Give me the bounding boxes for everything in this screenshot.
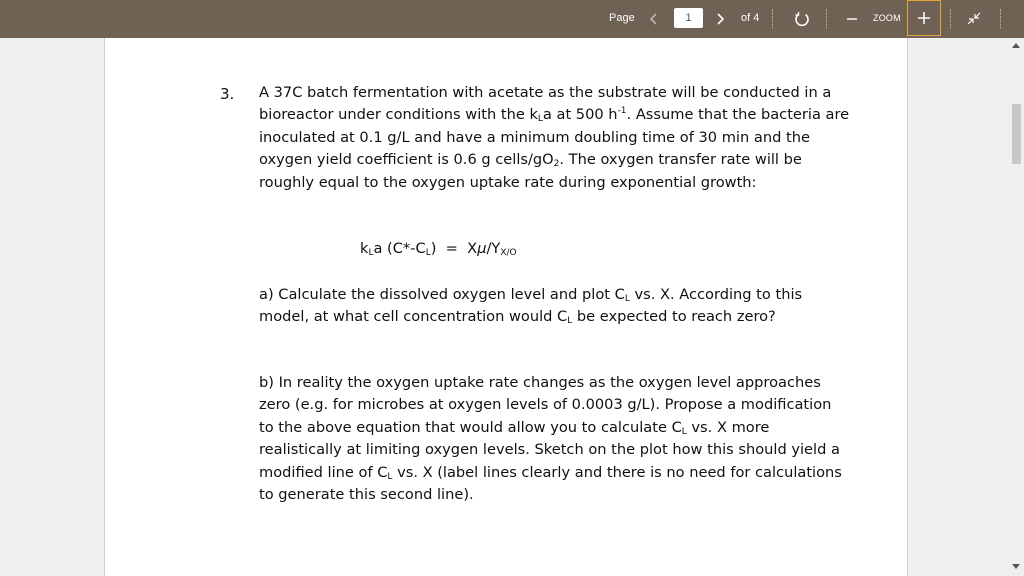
refresh-icon: [792, 9, 812, 29]
part-b-part: vs. X more realistically at limiting oxygen levels. Sketch on the plot how this should yield a modified line of C: [259, 418, 840, 481]
subscript: 2: [553, 159, 560, 170]
equation-part: ) = X: [430, 240, 478, 257]
subscript: L: [681, 426, 687, 437]
part-b-text: [259, 372, 849, 506]
scrollbar-thumb[interactable]: [1012, 104, 1021, 164]
chevron-left-icon: [646, 9, 662, 29]
equation-part: /Y: [486, 240, 501, 257]
part-b-part: vs. X (label lines clearly and there is no need for calculations to generate this second line).: [259, 463, 842, 504]
question-text-part: A 37C batch fermentation with acetate as the substrate will be conducted in a bioreactor under conditions with the k: [259, 84, 832, 124]
subscript: L: [425, 248, 431, 258]
scroll-up-icon[interactable]: [1012, 42, 1020, 48]
chevron-right-icon: [712, 9, 728, 29]
equation-part: k: [360, 240, 369, 257]
zoom-label: ZOOM: [873, 13, 901, 23]
toolbar-divider: [950, 9, 951, 29]
refresh-button[interactable]: [792, 9, 812, 29]
part-a-part: be expected to reach zero?: [572, 308, 776, 326]
vertical-scrollbar[interactable]: [1008, 38, 1024, 576]
page-number-input[interactable]: [674, 8, 703, 28]
subscript: L: [537, 114, 543, 125]
question-text-part: . The oxygen transfer rate will be roughly equal to the oxygen uptake rate during exponential growth:: [259, 151, 802, 191]
previous-page-button[interactable]: [646, 9, 662, 29]
page-label: Page: [609, 12, 635, 24]
equation-part: a (C*-C: [373, 240, 426, 257]
page-count-label: of 4: [741, 12, 760, 24]
toolbar-divider: [826, 9, 827, 29]
zoom-in-button[interactable]: [907, 0, 941, 36]
document-page: [104, 38, 908, 576]
subscript: L: [368, 248, 374, 258]
subscript: X/O: [500, 248, 517, 258]
zoom-out-button[interactable]: [845, 9, 859, 29]
next-page-button[interactable]: [712, 9, 728, 29]
subscript: L: [624, 294, 630, 304]
subscript: L: [387, 471, 393, 482]
part-a-part: a) Calculate the dissolved oxygen level and plot C: [259, 286, 625, 303]
equation-part: μ: [477, 240, 487, 257]
question-text: [259, 82, 859, 194]
collapse-icon: [964, 9, 984, 29]
superscript: -1: [617, 106, 627, 117]
plus-icon: [908, 1, 940, 35]
question-text-part: . Assume that the bacteria are inoculated at 0.1 g/L and have a minimum doubling time of 30 min and the oxygen yield coefficient is 0.6 g cells/gO: [259, 106, 850, 169]
subscript: L: [567, 316, 573, 327]
question-number: 3.: [220, 85, 235, 103]
collapse-button[interactable]: [964, 9, 984, 29]
toolbar-divider: [772, 9, 773, 29]
toolbar-divider: [1000, 9, 1001, 29]
part-a-part: vs. X. According to this model, at what cell concentration would C: [259, 286, 803, 326]
scroll-down-icon[interactable]: [1012, 564, 1020, 570]
part-a-text: [259, 284, 829, 329]
equation: [360, 240, 517, 257]
minus-icon: [845, 9, 859, 29]
part-b-part: b) In reality the oxygen uptake rate changes as the oxygen level approaches zero (e.g. for microbes at oxygen levels of 0.0003 g/L). Propose a modification to the above equation that would allow you to calculate C: [259, 374, 832, 436]
question-text-part: a at 500 h: [542, 106, 618, 124]
toolbar: [0, 0, 1024, 38]
